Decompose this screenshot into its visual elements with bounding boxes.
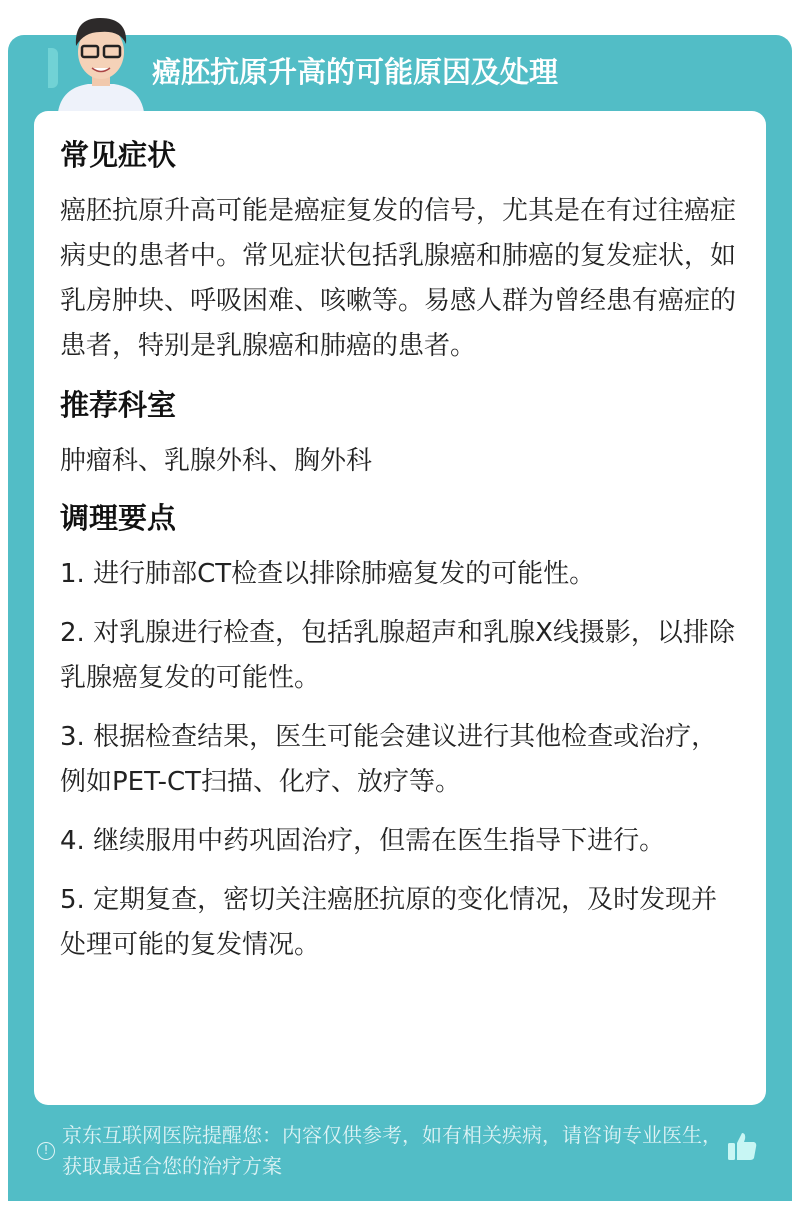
disclaimer-text: 京东互联网医院提醒您：内容仅供参考，如有相关疾病，请咨询专业医生，获取最适合您的治疗方案 bbox=[62, 1123, 722, 1178]
section-heading-departments: 推荐科室 bbox=[60, 388, 177, 422]
section-heading-symptoms: 常见症状 bbox=[60, 138, 177, 172]
section-heading-care-points: 调理要点 bbox=[60, 501, 177, 535]
doctor-avatar-icon bbox=[48, 8, 154, 112]
thumbs-up-icon[interactable] bbox=[726, 1130, 758, 1162]
content-card bbox=[34, 111, 766, 1105]
page-title: 癌胚抗原升高的可能原因及处理 bbox=[152, 55, 559, 89]
info-icon: ! bbox=[37, 1142, 55, 1160]
symptoms-text: 癌胚抗原升高可能是癌症复发的信号，尤其是在有过往癌症病史的患者中。常见症状包括乳腺癌和肺癌的复发症状，如乳房肿块、呼吸困难、咳嗽等。易感人群为曾经患有癌症的患者，特别是乳腺癌和肺癌的患者。 bbox=[60, 196, 737, 361]
care-point-item: 2. 对乳腺进行检查，包括乳腺超声和乳腺X线摄影，以排除乳腺癌复发的可能性。 bbox=[60, 618, 735, 693]
care-point-item: 1. 进行肺部CT检查以排除肺癌复发的可能性。 bbox=[60, 559, 596, 589]
care-point-item: 5. 定期复查，密切关注癌胚抗原的变化情况，及时发现并处理可能的复发情况。 bbox=[60, 885, 718, 960]
care-point-item: 3. 根据检查结果，医生可能会建议进行其他检查或治疗，例如PET-CT扫描、化疗、放疗等。 bbox=[60, 722, 718, 797]
departments-text: 肿瘤科、乳腺外科、胸外科 bbox=[60, 446, 373, 476]
care-point-item: 4. 继续服用中药巩固治疗，但需在医生指导下进行。 bbox=[60, 826, 666, 856]
